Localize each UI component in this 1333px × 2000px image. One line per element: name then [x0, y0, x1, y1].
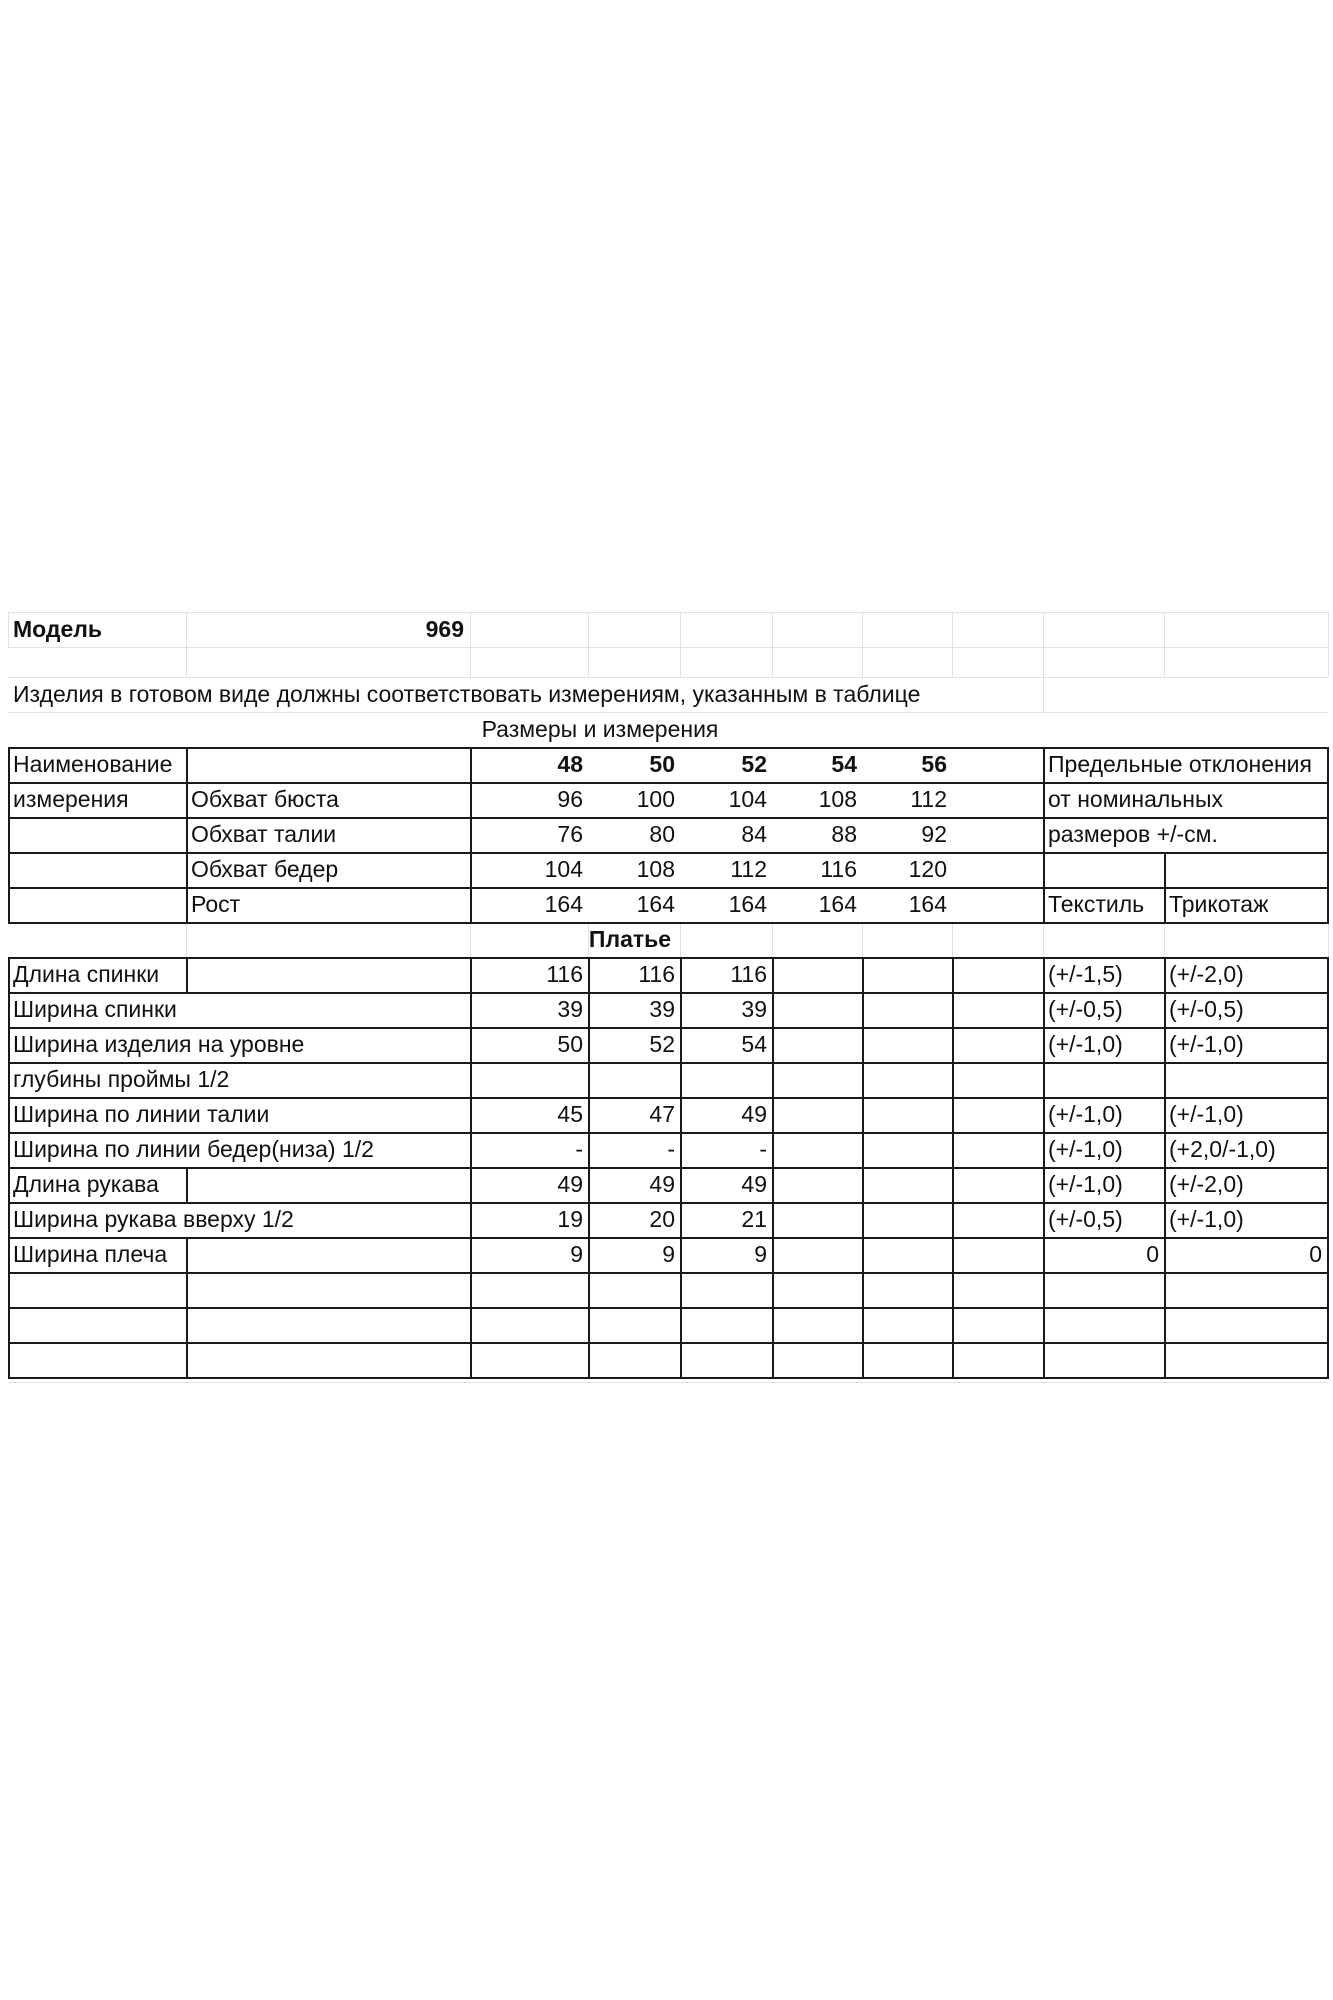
textile-tolerance: 0 [1146, 1241, 1159, 1267]
dress-value: 54 [741, 1031, 767, 1057]
fabric-knit-label: Трикотаж [1169, 891, 1269, 917]
dress-value: 49 [741, 1101, 767, 1127]
model-label: Модель [13, 616, 103, 642]
size-52: 52 [741, 751, 767, 777]
knit-tolerance: 0 [1309, 1241, 1322, 1267]
section-title: Размеры и измерения [481, 716, 719, 742]
dress-value: 45 [557, 1101, 583, 1127]
name-label-line2: измерения [13, 786, 129, 812]
dress-value: 49 [557, 1171, 583, 1197]
measure-value: 164 [818, 891, 857, 917]
dress-row-label: Ширина спинки [13, 996, 177, 1022]
dress-value: 116 [730, 961, 767, 987]
dress-value: 116 [546, 961, 583, 987]
dress-value: 50 [557, 1031, 583, 1057]
dress-value: - [667, 1136, 675, 1162]
textile-tolerance: (+/-1,0) [1048, 1171, 1123, 1197]
knit-tolerance: (+/-1,0) [1169, 1101, 1244, 1127]
dress-value: - [759, 1136, 767, 1162]
measure-value: 84 [741, 821, 767, 847]
measure-label: Обхват талии [191, 821, 337, 847]
measure-value: 164 [636, 891, 675, 917]
knit-tolerance: (+/-1,0) [1169, 1031, 1244, 1057]
table-note: Изделия в готовом виде должны соответствовать измерениям, указанным в таблице [13, 681, 921, 707]
measure-value: 100 [636, 786, 675, 812]
textile-tolerance: (+/-0,5) [1048, 1206, 1123, 1232]
dress-value: 47 [649, 1101, 675, 1127]
name-label-line1: Наименование [13, 751, 173, 777]
dress-value: 49 [649, 1171, 675, 1197]
measure-value: 104 [728, 786, 767, 812]
dress-value [588, 1062, 675, 1097]
measure-value: 116 [820, 856, 857, 882]
measure-value: 104 [544, 856, 583, 882]
measure-value: 164 [728, 891, 767, 917]
dress-title: Платье [588, 926, 672, 952]
dress-value: 49 [741, 1171, 767, 1197]
measure-value: 164 [908, 891, 947, 917]
measure-value: 76 [557, 821, 583, 847]
measure-value: 88 [831, 821, 857, 847]
dress-value: 39 [741, 996, 767, 1022]
dress-row-label: Длина рукава [13, 1171, 159, 1197]
dress-value: 9 [570, 1241, 583, 1267]
dress-row-label: глубины проймы 1/2 [13, 1066, 230, 1092]
dress-value: 21 [741, 1206, 767, 1232]
dress-value: 39 [649, 996, 675, 1022]
dress-value: 19 [557, 1206, 583, 1232]
measure-value: 120 [908, 856, 947, 882]
measure-value: 164 [544, 891, 583, 917]
textile-tolerance: (+/-1,0) [1048, 1031, 1123, 1057]
dress-row-label: Длина спинки [13, 961, 160, 987]
tolerance-label-line3: размеров +/-см. [1048, 821, 1218, 847]
size-56: 56 [921, 751, 947, 777]
dress-value: 52 [649, 1031, 675, 1057]
dress-row-label: Ширина изделия на уровне [13, 1031, 305, 1057]
textile-tolerance: (+/-1,0) [1048, 1101, 1123, 1127]
knit-tolerance: (+/-2,0) [1169, 961, 1244, 987]
measure-label: Обхват бюста [191, 786, 339, 812]
measure-value: 80 [649, 821, 675, 847]
dress-value [680, 1062, 767, 1097]
dress-value: 20 [649, 1206, 675, 1232]
tolerance-label-line1: Предельные отклонения [1048, 751, 1312, 777]
knit-tolerance: (+2,0/-1,0) [1169, 1136, 1276, 1162]
dress-row-label: Ширина по линии бедер(низа) 1/2 [13, 1136, 374, 1162]
measure-value: 112 [730, 856, 767, 882]
textile-tolerance: (+/-1,5) [1048, 961, 1123, 987]
measure-value: 108 [636, 856, 675, 882]
measure-value: 92 [921, 821, 947, 847]
tolerance-label-line2: от номинальных [1048, 786, 1223, 812]
size-54: 54 [831, 751, 857, 777]
dress-row-label: Ширина плеча [13, 1241, 168, 1267]
model-number: 969 [425, 616, 464, 642]
size-48: 48 [557, 751, 583, 777]
fabric-textile-label: Текстиль [1048, 891, 1145, 917]
knit-tolerance: (+/-1,0) [1169, 1206, 1244, 1232]
measure-label: Обхват бедер [191, 856, 339, 882]
dress-row-label: Ширина по линии талии [13, 1101, 270, 1127]
dress-value: 9 [754, 1241, 767, 1267]
dress-value: 39 [557, 996, 583, 1022]
textile-tolerance: (+/-0,5) [1048, 996, 1123, 1022]
dress-value: 116 [638, 961, 675, 987]
dress-row-label: Ширина рукава вверху 1/2 [13, 1206, 294, 1232]
measure-value: 108 [818, 786, 857, 812]
textile-tolerance: (+/-1,0) [1048, 1136, 1123, 1162]
knit-tolerance: (+/-2,0) [1169, 1171, 1244, 1197]
measure-label: Рост [191, 891, 241, 917]
measure-value: 96 [557, 786, 583, 812]
size-50: 50 [649, 751, 675, 777]
dress-value: 9 [662, 1241, 675, 1267]
measure-value: 112 [910, 786, 947, 812]
dress-value [470, 1062, 583, 1097]
dress-value: - [575, 1136, 583, 1162]
knit-tolerance: (+/-0,5) [1169, 996, 1244, 1022]
